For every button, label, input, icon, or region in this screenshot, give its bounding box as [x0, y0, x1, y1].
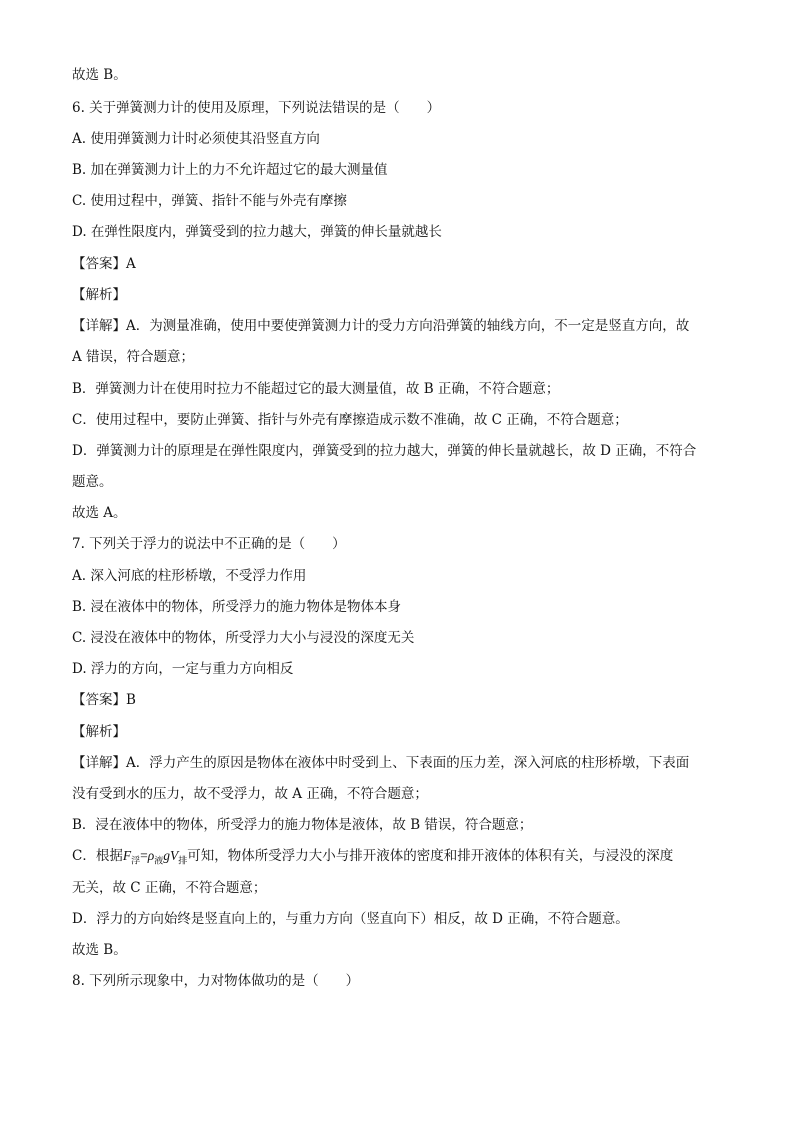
formula-prefix: C．根据: [72, 848, 123, 864]
question-7-option-b: B. 浸在液体中的物体，所受浮力的施力物体是物体本身: [72, 599, 402, 615]
question-7-option-a: A. 深入河底的柱形桥墩，不受浮力作用: [72, 568, 307, 584]
answer-select-b: 故选 B。: [72, 67, 127, 83]
buoyancy-formula: $F_浮=\rho_液gV_排$: [122, 848, 188, 866]
question-7-stem: 7. 下列关于浮力的说法中不正确的是（ ）: [72, 536, 346, 552]
question-7-conclusion: 故选 B。: [72, 942, 127, 958]
question-6-option-b: B. 加在弹簧测力计上的力不允许超过它的最大测量值: [72, 162, 388, 178]
question-6-detail-line-4: C．使用过程中，要防止弹簧、指针与外壳有摩擦造成示数不准确，故 C 正确，不符合题意；: [72, 412, 628, 428]
question-6-detail-line-3: B．弹簧测力计在使用时拉力不能超过它的最大测量值，故 B 正确，不符合题意；: [72, 381, 560, 397]
question-6-option-d: D. 在弹性限度内，弹簧受到的拉力越大，弹簧的伸长量就越长: [72, 224, 442, 240]
question-7-option-d: D. 浮力的方向，一定与重力方向相反: [72, 661, 294, 677]
question-6-detail-line-1: 【详解】A．为测量准确，使用中要使弹簧测力计的受力方向沿弹簧的轴线方向，不一定是竖直方向，故: [72, 318, 690, 334]
question-6-conclusion: 故选 A。: [72, 505, 127, 521]
question-7-detail-line-3: B．浸在液体中的物体，所受浮力的施力物体是液体，故 B 错误，符合题意；: [72, 817, 533, 833]
question-7-option-c: C. 浸没在液体中的物体，所受浮力大小与浸没的深度无关: [72, 630, 415, 646]
question-7-detail-line-1: 【详解】A．浮力产生的原因是物体在液体中时受到上、下表面的压力差，深入河底的柱形桥墩，下表面: [72, 755, 690, 771]
question-6-detail-line-6: 题意。: [72, 474, 113, 490]
question-7-answer: 【答案】B: [72, 692, 136, 708]
question-6-detail-line-5: D．弹簧测力计的原理是在弹性限度内，弹簧受到的拉力越大，弹簧的伸长量就越长，故 D 正确，不符合: [72, 443, 697, 459]
question-7-detail-line-4: [72, 847, 673, 870]
question-6-analysis-heading: 【解析】: [72, 287, 126, 303]
formula-suffix: 可知，物体所受浮力大小与排开液体的密度和排开液体的体积有关，与浸没的深度: [187, 848, 674, 864]
question-6-option-a: A. 使用弹簧测力计时必须使其沿竖直方向: [72, 131, 320, 147]
question-6-answer: 【答案】A: [72, 256, 136, 272]
question-8-stem: 8. 下列所示现象中，力对物体做功的是（ ）: [72, 973, 360, 989]
question-7-detail-line-5: 无关，故 C 正确，不符合题意；: [72, 880, 267, 896]
question-6-option-c: C. 使用过程中，弹簧、指针不能与外壳有摩擦: [72, 193, 347, 209]
question-7-detail-line-2: 没有受到水的压力，故不受浮力，故 A 正确，不符合题意；: [72, 786, 428, 802]
question-7-detail-line-6: D．浮力的方向始终是竖直向上的，与重力方向（竖直向下）相反，故 D 正确，不符合题意。: [72, 911, 629, 927]
question-6-stem: 6. 关于弹簧测力计的使用及原理，下列说法错误的是（ ）: [72, 100, 441, 116]
question-6-detail-line-2: A 错误，符合题意；: [72, 349, 195, 365]
question-7-analysis-heading: 【解析】: [72, 724, 126, 740]
